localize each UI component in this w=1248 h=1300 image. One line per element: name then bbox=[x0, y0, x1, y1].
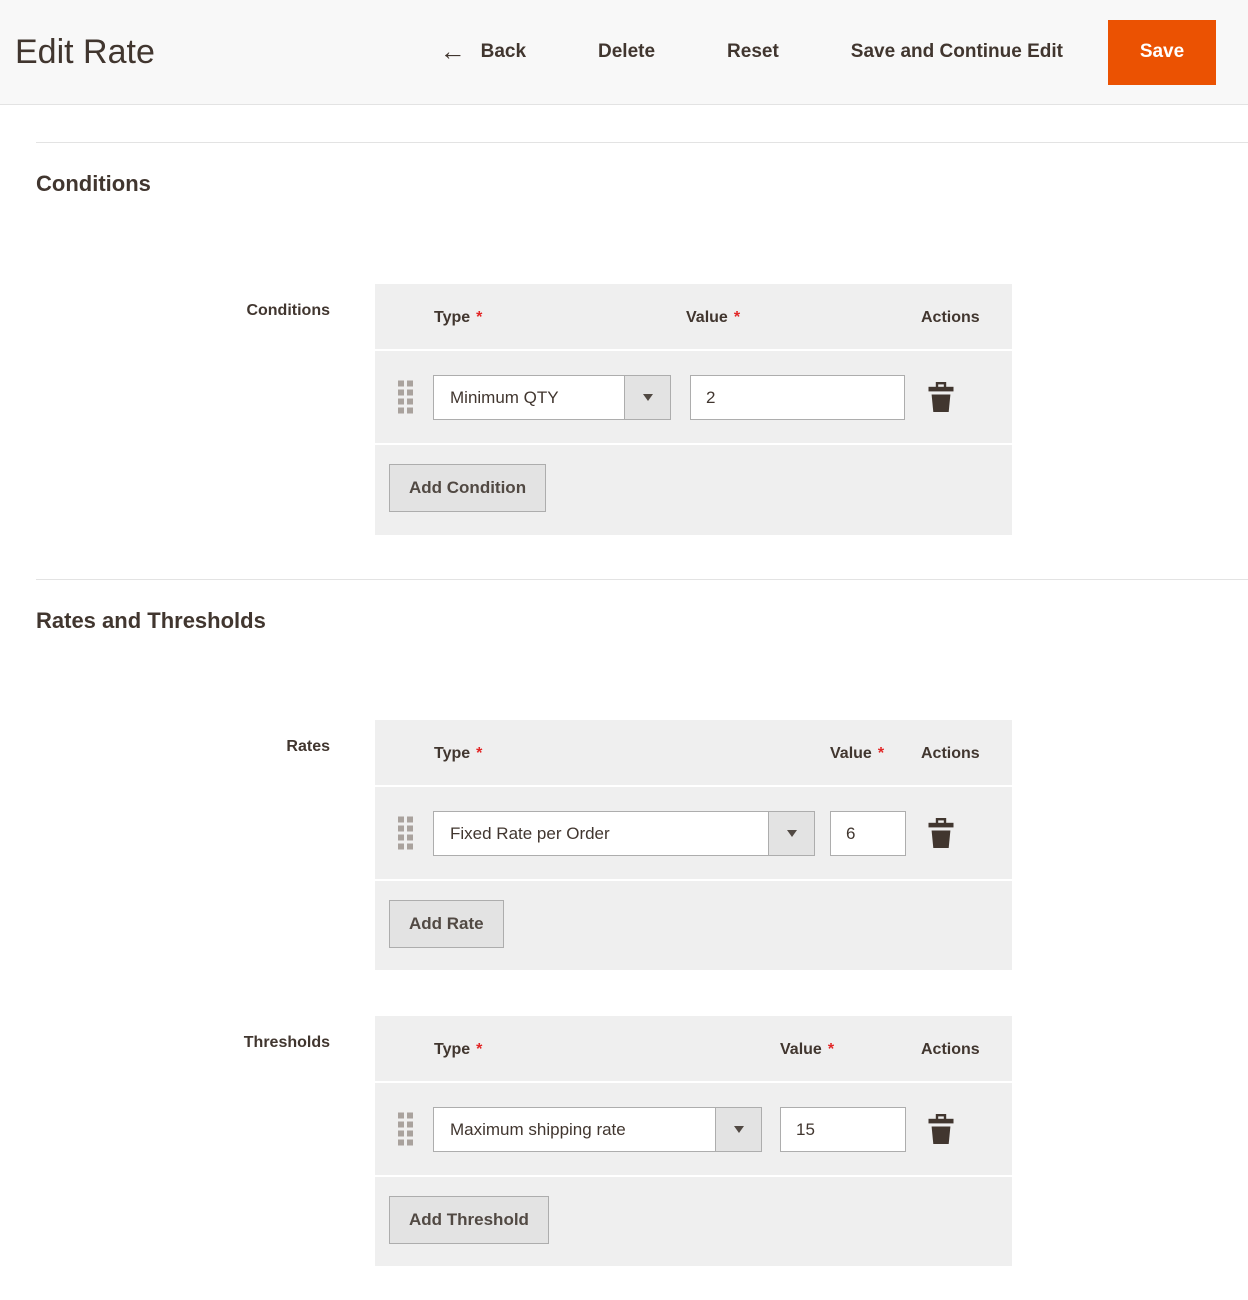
condition-value-input[interactable] bbox=[690, 375, 905, 420]
column-header-actions: Actions bbox=[921, 745, 980, 762]
reset-button[interactable]: Reset bbox=[727, 41, 779, 62]
delete-rate-button[interactable] bbox=[928, 818, 954, 848]
add-condition-button[interactable]: Add Condition bbox=[389, 464, 546, 512]
thresholds-table-footer bbox=[375, 1177, 1012, 1266]
chevron-down-icon bbox=[715, 1108, 761, 1151]
column-header-value: Value * bbox=[686, 309, 741, 326]
page-title: Edit Rate bbox=[15, 32, 155, 71]
required-asterisk: * bbox=[827, 1041, 835, 1058]
column-header-type: Type * bbox=[434, 1041, 483, 1058]
conditions-field-label: Conditions bbox=[246, 302, 330, 319]
rates-table-header bbox=[375, 720, 1012, 787]
threshold-type-select[interactable] bbox=[433, 1107, 762, 1152]
rates-field-label: Rates bbox=[286, 738, 330, 755]
add-threshold-button[interactable]: Add Threshold bbox=[389, 1196, 549, 1244]
threshold-value-input[interactable] bbox=[780, 1107, 906, 1152]
rates-table bbox=[375, 720, 1012, 970]
chevron-down-icon bbox=[768, 812, 814, 855]
rate-type-selected-value: Fixed Rate per Order bbox=[450, 823, 610, 843]
trash-icon bbox=[928, 818, 954, 848]
page-header bbox=[0, 0, 1248, 105]
rates-thresholds-section-heading: Rates and Thresholds bbox=[36, 608, 266, 633]
conditions-table-header bbox=[375, 284, 1012, 351]
rate-value-input[interactable] bbox=[830, 811, 906, 856]
column-header-type: Type * bbox=[434, 309, 483, 326]
save-button[interactable]: Save bbox=[1108, 20, 1216, 85]
rates-table-footer bbox=[375, 881, 1012, 970]
column-header-value: Value * bbox=[780, 1041, 835, 1058]
conditions-field-row bbox=[0, 284, 1248, 535]
required-asterisk: * bbox=[476, 745, 483, 762]
condition-row bbox=[375, 351, 1012, 445]
required-asterisk: * bbox=[733, 309, 741, 326]
delete-button[interactable]: Delete bbox=[598, 41, 656, 62]
section-divider bbox=[36, 579, 1248, 580]
back-arrow-icon: ← bbox=[439, 36, 466, 66]
thresholds-field-label: Thresholds bbox=[243, 1034, 330, 1051]
delete-condition-button[interactable] bbox=[928, 382, 954, 412]
drag-handle-icon[interactable] bbox=[398, 381, 413, 414]
section-divider bbox=[36, 142, 1248, 143]
required-asterisk: * bbox=[476, 1041, 483, 1058]
save-and-continue-button[interactable]: Save and Continue Edit bbox=[850, 41, 1063, 62]
drag-handle-icon[interactable] bbox=[398, 817, 413, 850]
header-actions bbox=[439, 36, 1063, 66]
drag-handle-icon[interactable] bbox=[398, 1113, 413, 1146]
column-header-type: Type * bbox=[434, 745, 483, 762]
conditions-table bbox=[375, 284, 1012, 535]
condition-type-select[interactable] bbox=[433, 375, 671, 420]
thresholds-table-header bbox=[375, 1016, 1012, 1083]
rate-row bbox=[375, 787, 1012, 881]
threshold-type-selected-value: Maximum shipping rate bbox=[450, 1119, 626, 1139]
rates-field-row bbox=[0, 720, 1248, 970]
add-rate-button[interactable]: Add Rate bbox=[389, 900, 504, 948]
threshold-row bbox=[375, 1083, 1012, 1177]
column-header-value: Value * bbox=[830, 745, 885, 762]
trash-icon bbox=[928, 1114, 954, 1144]
rate-type-select[interactable] bbox=[433, 811, 815, 856]
conditions-table-footer bbox=[375, 445, 1012, 535]
delete-threshold-button[interactable] bbox=[928, 1114, 954, 1144]
thresholds-field-row bbox=[0, 1016, 1248, 1266]
back-button-label: Back bbox=[480, 41, 527, 62]
required-asterisk: * bbox=[877, 745, 885, 762]
required-asterisk: * bbox=[476, 309, 483, 326]
chevron-down-icon bbox=[624, 376, 670, 419]
condition-type-selected-value: Minimum QTY bbox=[450, 387, 559, 407]
conditions-section-heading: Conditions bbox=[36, 171, 151, 196]
column-header-actions: Actions bbox=[921, 1041, 980, 1058]
back-button[interactable] bbox=[439, 36, 527, 66]
column-header-actions: Actions bbox=[921, 309, 980, 326]
trash-icon bbox=[928, 382, 954, 412]
thresholds-table bbox=[375, 1016, 1012, 1266]
